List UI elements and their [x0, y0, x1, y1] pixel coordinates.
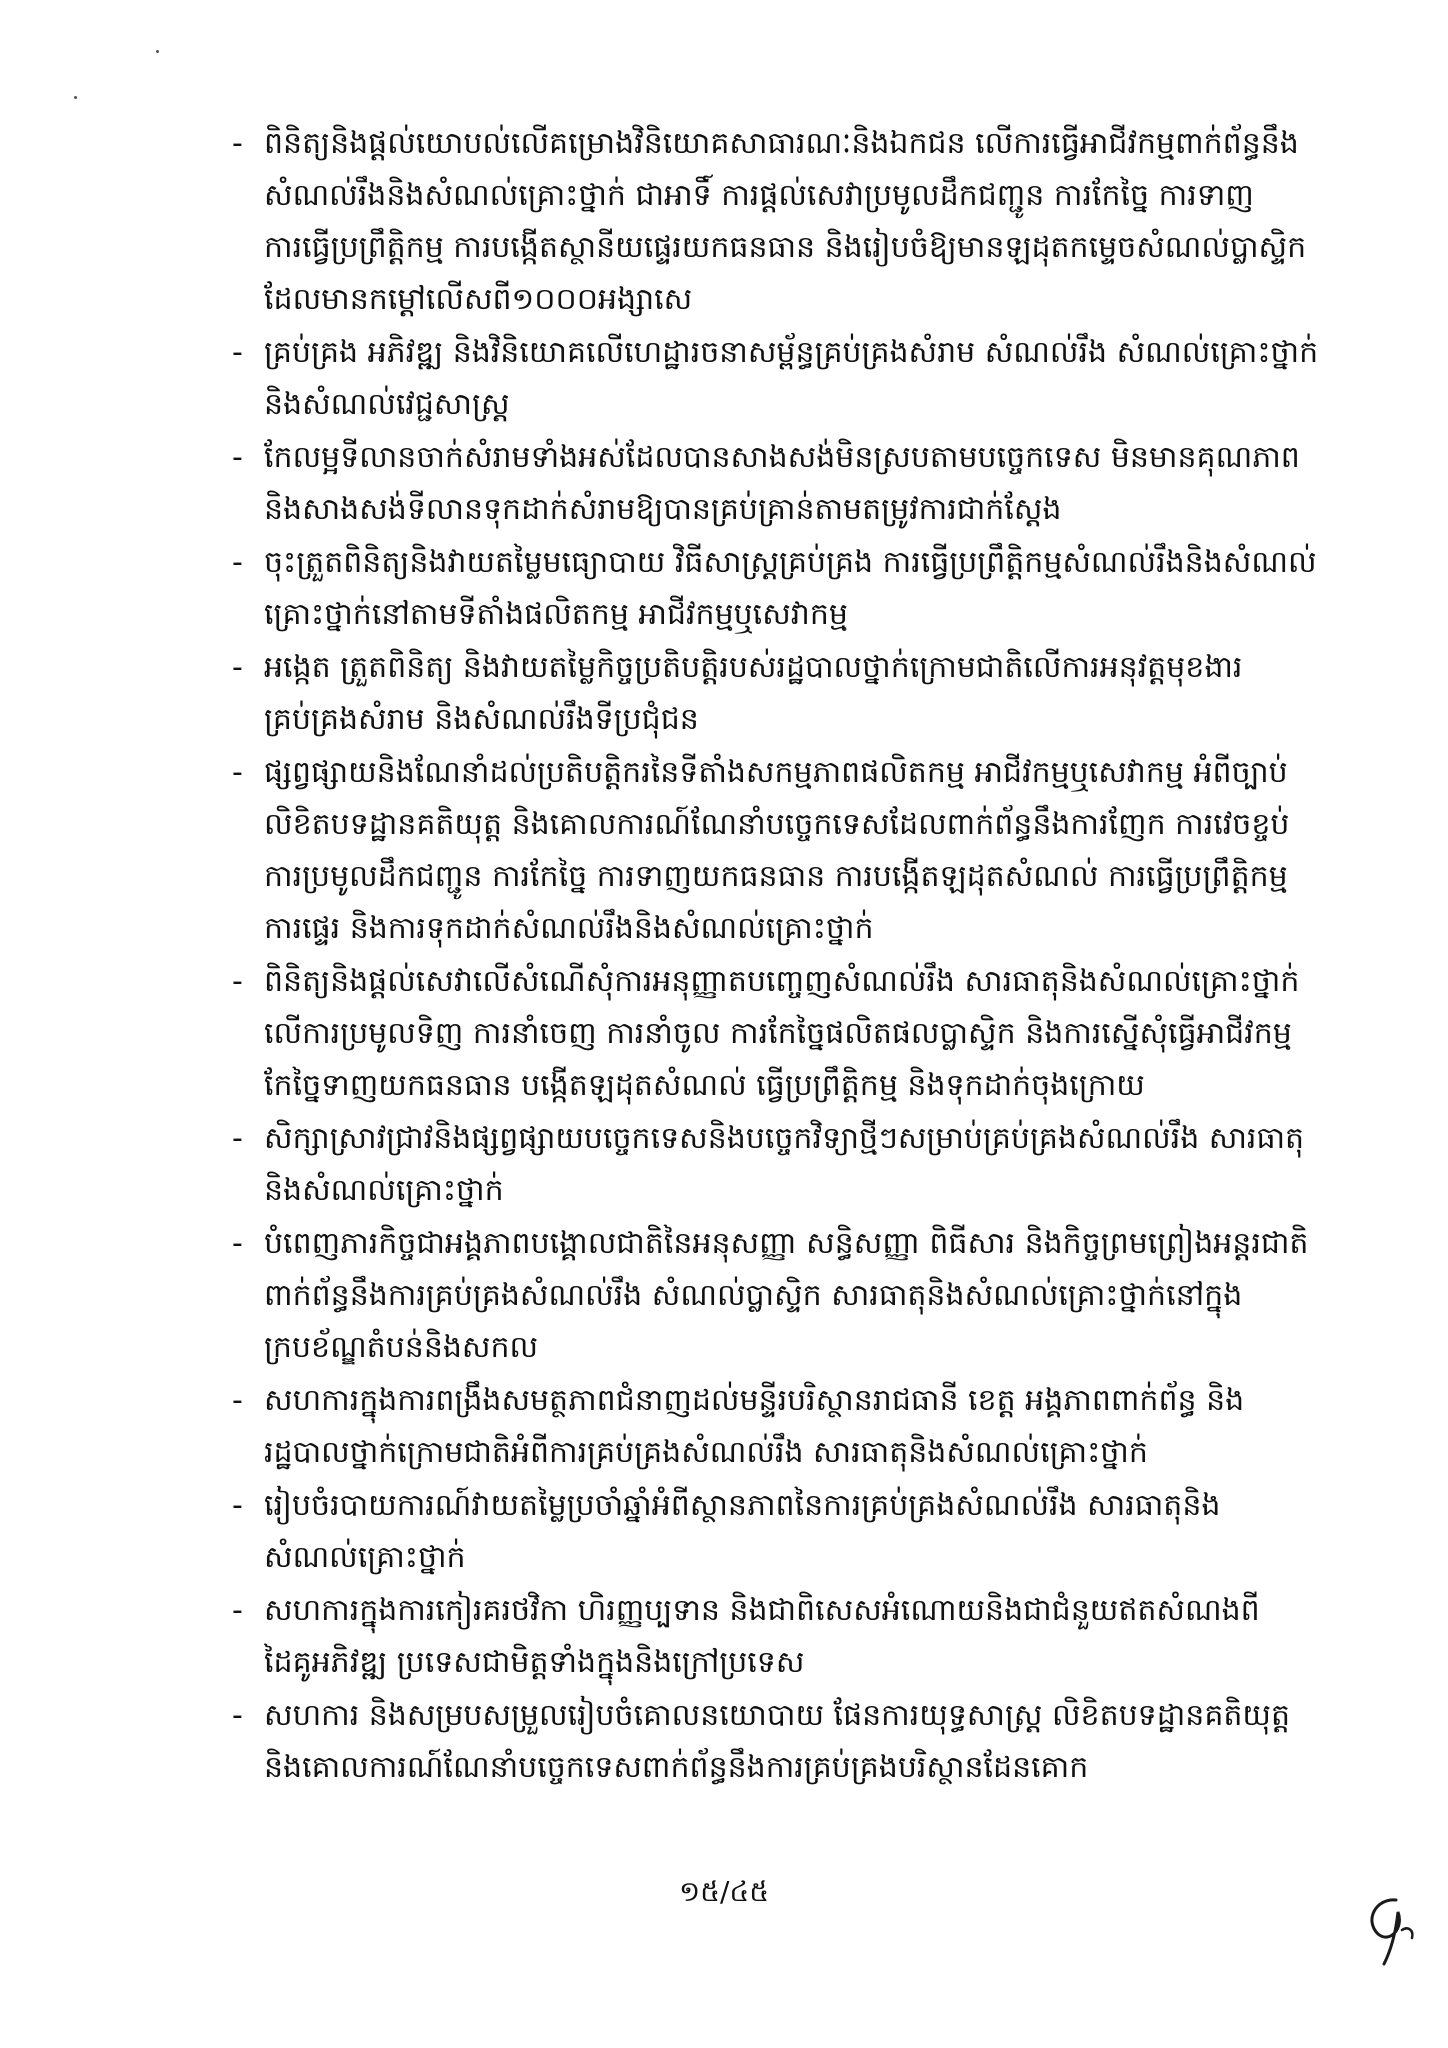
list-item — [232, 432, 1362, 536]
list-item — [232, 1480, 1362, 1584]
list-item — [232, 118, 1362, 326]
bullet-dash: - — [232, 335, 243, 370]
list-item-text-line: ការធ្វើប្រព្រឹត្តិកម្ម ការបង្កើតស្ថានីយផ្ទេរយកធនធាន និងរៀបចំឱ្យមានឡដុតកម្ទេចសំណល់ប្លាស្ទិក — [264, 230, 1307, 265]
list-item-text-line: គ្រប់គ្រងសំរាម និងសំណល់រឹងទីប្រជុំជន — [264, 702, 699, 737]
page-number: ១៥/៤៥ — [678, 1875, 770, 1908]
list-item — [232, 1218, 1362, 1374]
bullet-dash: - — [232, 755, 243, 790]
scan-speck — [156, 50, 159, 53]
list-item-text-line: សំណល់គ្រោះថ្នាក់ — [264, 1540, 466, 1575]
list-item-text-line: លិខិតបទដ្ឋានគតិយុត្ត និងគោលការណ៍ណែនាំបច្ចេកទេសដែលពាក់ព័ន្ធនឹងការញែក ការវេចខ្ចប់ — [264, 807, 1290, 842]
list-item-text-line: ក្របខ័ណ្ឌតំបន់និងសកល — [264, 1330, 539, 1365]
bullet-dash: - — [232, 440, 243, 475]
bullet-dash: - — [232, 1698, 243, 1733]
list-item-text-line: អង្កេត ត្រួតពិនិត្យ និងវាយតម្លៃកិច្ចប្រតិបត្តិរបស់រដ្ឋបាលថ្នាក់ក្រោមជាតិលើការអនុវត្តមុខងារ — [264, 650, 1243, 685]
list-item-text-line: ដៃគូអភិវឌ្ឍ ប្រទេសជាមិត្តទាំងក្នុងនិងក្រៅប្រទេស — [264, 1645, 805, 1680]
list-item-text-line: និងសំណល់វេជ្ជសាស្ត្រ — [264, 387, 510, 422]
bullet-dash: - — [232, 1121, 243, 1156]
list-item-text-line: គ្រោះថ្នាក់នៅតាមទីតាំងផលិតកម្ម អាជីវកម្មឬសេវាកម្ម — [264, 597, 848, 632]
list-item-text-line: សំណល់រឹងនិងសំណល់គ្រោះថ្នាក់ ជាអាទិ៍ ការផ្តល់សេវាប្រមូលដឹកជញ្ជូន ការកែច្នៃ ការទាញ — [264, 178, 1254, 213]
list-item — [232, 1585, 1362, 1689]
bullet-dash: - — [232, 1593, 243, 1628]
list-item — [232, 642, 1362, 746]
list-item — [232, 956, 1362, 1112]
list-item-text-line: និងសាងសង់ទីលានទុកដាក់សំរាមឱ្យបានគ្រប់គ្រាន់តាមតម្រូវការជាក់ស្តែង — [264, 492, 1062, 527]
list-item-text-line: ផ្សព្វផ្សាយនិងណែនាំដល់ប្រតិបត្តិករនៃទីតាំងសកម្មភាពផលិតកម្ម អាជីវកម្មឬសេវាកម្ម អំពីច្បាប់ — [264, 755, 1288, 790]
list-item — [232, 537, 1362, 641]
list-item-text-line: កែច្នៃទាញយកធនធាន បង្កើតឡដុតសំណល់ ធ្វើប្រព្រឹត្តិកម្ម និងទុកដាក់ចុងក្រោយ — [264, 1068, 1145, 1103]
list-item — [232, 1690, 1362, 1794]
bullet-dash: - — [232, 126, 243, 161]
list-item-text-line: ពិនិត្យនិងផ្តល់យោបល់លើគម្រោងវិនិយោគសាធារណៈនិងឯកជន លើការធ្វើអាជីវកម្មពាក់ព័ន្ធនឹង — [264, 126, 1299, 161]
bullet-dash: - — [232, 650, 243, 685]
handwritten-initials-signature — [1356, 1890, 1426, 1970]
list-item — [232, 1375, 1362, 1479]
list-item-text-line: និងសំណល់គ្រោះថ្នាក់ — [264, 1173, 504, 1208]
list-item-text-line: លើការប្រមូលទិញ ការនាំចេញ ការនាំចូល ការកែច្នៃផលិតផលប្លាស្ទិក និងការស្នើសុំធ្វើអាជីវកម្ម — [264, 1016, 1292, 1051]
list-item-text-line: ពាក់ព័ន្ធនឹងការគ្រប់គ្រងសំណល់រឹង សំណល់ប្លាស្ទិក សារធាតុនិងសំណល់គ្រោះថ្នាក់នៅក្នុង — [264, 1278, 1243, 1313]
list-item-text-line: ការប្រមូលដឹកជញ្ជូន ការកែច្នៃ ការទាញយកធនធាន ការបង្កើតឡដុតសំណល់ ការធ្វើប្រព្រឹត្តិកម្ម — [264, 859, 1288, 894]
list-item-text-line: សហការ និងសម្របសម្រួលរៀបចំគោលនយោបាយ ផែនការយុទ្ធសាស្ត្រ លិខិតបទដ្ឋានគតិយុត្ត — [264, 1698, 1291, 1733]
list-item-text-line: គ្រប់គ្រង អភិវឌ្ឍ និងវិនិយោគលើហេដ្ឋារចនាសម្ព័ន្ធគ្រប់គ្រងសំរាម សំណល់រឹង សំណល់គ្រោះថ្នាក់ — [264, 335, 1319, 370]
scan-speck — [74, 96, 77, 99]
list-item — [232, 327, 1362, 431]
list-item-text-line: ដែលមានកម្តៅលើសពី១០០០អង្សាសេ — [264, 282, 693, 317]
bullet-dash: - — [232, 964, 243, 999]
list-item-text-line: ចុះត្រួតពិនិត្យនិងវាយតម្លៃមធ្យោបាយ វិធីសាស្ត្រគ្រប់គ្រង ការធ្វើប្រព្រឹត្តិកម្មសំណល់រឹងនិងសំណល់ — [264, 545, 1317, 580]
bullet-dash: - — [232, 545, 243, 580]
list-item-text-line: ការផ្ទេរ និងការទុកដាក់សំណល់រឹងនិងសំណល់គ្រោះថ្នាក់ — [264, 911, 874, 946]
list-item-text-line: បំពេញភារកិច្ចជាអង្គភាពបង្គោលជាតិនៃអនុសញ្ញា សន្ធិសញ្ញា ពិធីសារ និងកិច្ចព្រមព្រៀងអន្តរជាតិ — [264, 1226, 1309, 1261]
list-item-text-line: ពិនិត្យនិងផ្តល់សេវាលើសំណើសុំការអនុញ្ញាតបញ្ចេញសំណល់រឹង សារធាតុនិងសំណល់គ្រោះថ្នាក់ — [264, 964, 1300, 999]
list-item-text-line: សហការក្នុងការពង្រឹងសមត្ថភាពជំនាញដល់មន្ទីរបរិស្ថានរាជធានី ខេត្ត អង្គភាពពាក់ព័ន្ធ និង — [264, 1383, 1245, 1418]
list-item-text-line: និងគោលការណ៍ណែនាំបច្ចេកទេសពាក់ព័ន្ធនឹងការគ្រប់គ្រងបរិស្ថានដែនគោក — [264, 1750, 1089, 1785]
list-item-text-line: រដ្ឋបាលថ្នាក់ក្រោមជាតិអំពីការគ្រប់គ្រងសំណល់រឹង សារធាតុនិងសំណល់គ្រោះថ្នាក់ — [264, 1435, 1148, 1470]
list-item-text-line: កែលម្អទីលានចាក់សំរាមទាំងអស់ដែលបានសាងសង់មិនស្របតាមបច្ចេកទេស មិនមានគុណភាព — [264, 440, 1300, 475]
list-item — [232, 1113, 1362, 1217]
bullet-dash: - — [232, 1488, 243, 1523]
duties-list — [232, 118, 1362, 1795]
list-item-text-line: រៀបចំរបាយការណ៍វាយតម្លៃប្រចាំឆ្នាំអំពីស្ថានភាពនៃការគ្រប់គ្រងសំណល់រឹង សារធាតុនិង — [264, 1488, 1221, 1523]
bullet-dash: - — [232, 1383, 243, 1418]
list-item-text-line: សិក្សាស្រាវជ្រាវនិងផ្សព្វផ្សាយបច្ចេកទេសនិងបច្ចេកវិទ្យាថ្មីៗសម្រាប់គ្រប់គ្រងសំណល់រឹង សារធាតុ — [264, 1121, 1305, 1156]
list-item-text-line: សហការក្នុងការកៀរគរថវិកា ហិរញ្ញប្បទាន និងជាពិសេសអំណោយនិងជាជំនួយឥតសំណងពី — [264, 1593, 1260, 1628]
bullet-dash: - — [232, 1226, 243, 1261]
list-item — [232, 747, 1362, 955]
